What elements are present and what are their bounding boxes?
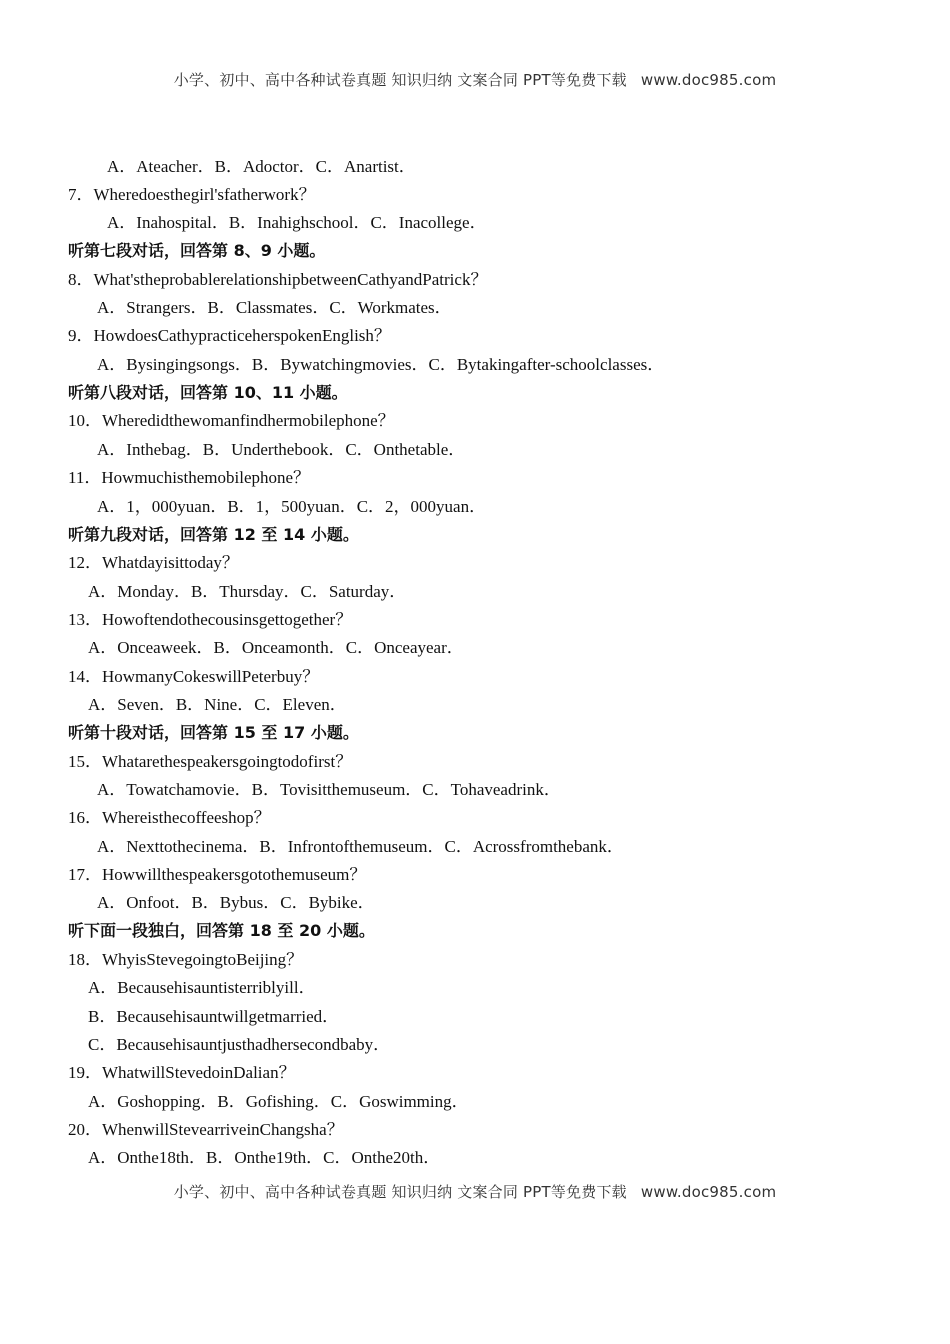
- answer-options: A．Bysingingsongs．B．Bywatchingmovies．C．Bytakingafter-schoolclasses．: [97, 355, 665, 374]
- answer-options: A．Inahospital．B．Inahighschool．C．Inacollege．: [107, 213, 487, 232]
- section-heading: 听下面一段独白，回答第 18 至 20 小题。: [68, 921, 375, 940]
- question-8: 8．What'stheprobablerelationshipbetweenCathyandPatrick？: [68, 270, 488, 289]
- section-heading: 听第七段对话，回答第 8、9 小题。: [68, 241, 326, 260]
- answer-options: A．Onthe18th．B．Onthe19th．C．Onthe20th．: [88, 1148, 441, 1167]
- footer-banner: [0, 1181, 950, 1202]
- question-20: 20．WhenwillStevearriveinChangsha？: [68, 1120, 344, 1139]
- question-14: 14．HowmanyCokeswillPeterbuy？: [68, 667, 320, 686]
- question-19: 19．WhatwillStevedoinDalian？: [68, 1063, 296, 1082]
- answer-options: A．Onfoot．B．Bybus．C．Bybike．: [97, 893, 375, 912]
- question-13: 13．Howoftendothecousinsgettogether？: [68, 610, 353, 629]
- answer-options: A．Seven．B．Nine．C．Eleven．: [88, 695, 347, 714]
- answer-options: A．Onceaweek．B．Onceamonth．C．Onceayear．: [88, 638, 464, 657]
- section-heading: 听第八段对话，回答第 10、11 小题。: [68, 383, 348, 402]
- answer-option-a: A．Becausehisauntisterriblyill．: [88, 978, 316, 997]
- question-10: 10．Wheredidthewomanfindhermobilephone？: [68, 411, 395, 430]
- answer-options: A．Goshopping．B．Gofishing．C．Goswimming．: [88, 1092, 469, 1111]
- question-9: 9．HowdoesCathypracticeherspokenEnglish？: [68, 326, 391, 345]
- question-16: 16．Whereisthecoffeeshop？: [68, 808, 271, 827]
- answer-options: A．1，000yuan．B．1，500yuan．C．2，000yuan．: [97, 497, 487, 516]
- banner-text: 小学、初中、高中各种试卷真题 知识归纳 文案合同 PPT等免费下载: [173, 71, 627, 89]
- question-12: 12．Whatdayisittoday？: [68, 553, 239, 572]
- section-heading: 听第九段对话，回答第 12 至 14 小题。: [68, 525, 359, 544]
- header-banner: [0, 69, 950, 90]
- answer-options: A．Strangers．B．Classmates．C．Workmates．: [97, 298, 452, 317]
- answer-options: A．Monday．B．Thursday．C．Saturday．: [88, 582, 407, 601]
- question-17: 17．Howwillthespeakersgotothemuseum？: [68, 865, 367, 884]
- banner-text: 小学、初中、高中各种试卷真题 知识归纳 文案合同 PPT等免费下载: [173, 1183, 627, 1201]
- banner-url[interactable]: www.doc985.com: [640, 1183, 777, 1201]
- banner-url[interactable]: www.doc985.com: [640, 71, 777, 89]
- answer-option-c: C．Becausehisauntjusthadhersecondbaby．: [88, 1035, 391, 1054]
- question-18: 18．WhyisStevegoingtoBeijing？: [68, 950, 304, 969]
- answer-options: A．Ateacher．B．Adoctor．C．Anartist．: [107, 157, 416, 176]
- section-heading: 听第十段对话，回答第 15 至 17 小题。: [68, 723, 359, 742]
- question-7: 7．Wheredoesthegirl'sfatherwork？: [68, 185, 316, 204]
- answer-options: A．Towatchamovie．B．Tovisitthemuseum．C．Tohaveadrink．: [97, 780, 561, 799]
- question-15: 15．Whatarethespeakersgoingtodofirst？: [68, 752, 353, 771]
- question-11: 11．Howmuchisthemobilephone？: [68, 468, 311, 487]
- answer-options: A．Nexttothecinema．B．Infrontofthemuseum．C．Acrossfromthebank．: [97, 837, 624, 856]
- answer-options: A．Inthebag．B．Underthebook．C．Onthetable．: [97, 440, 466, 459]
- answer-option-b: B．Becausehisauntwillgetmarried．: [88, 1007, 340, 1026]
